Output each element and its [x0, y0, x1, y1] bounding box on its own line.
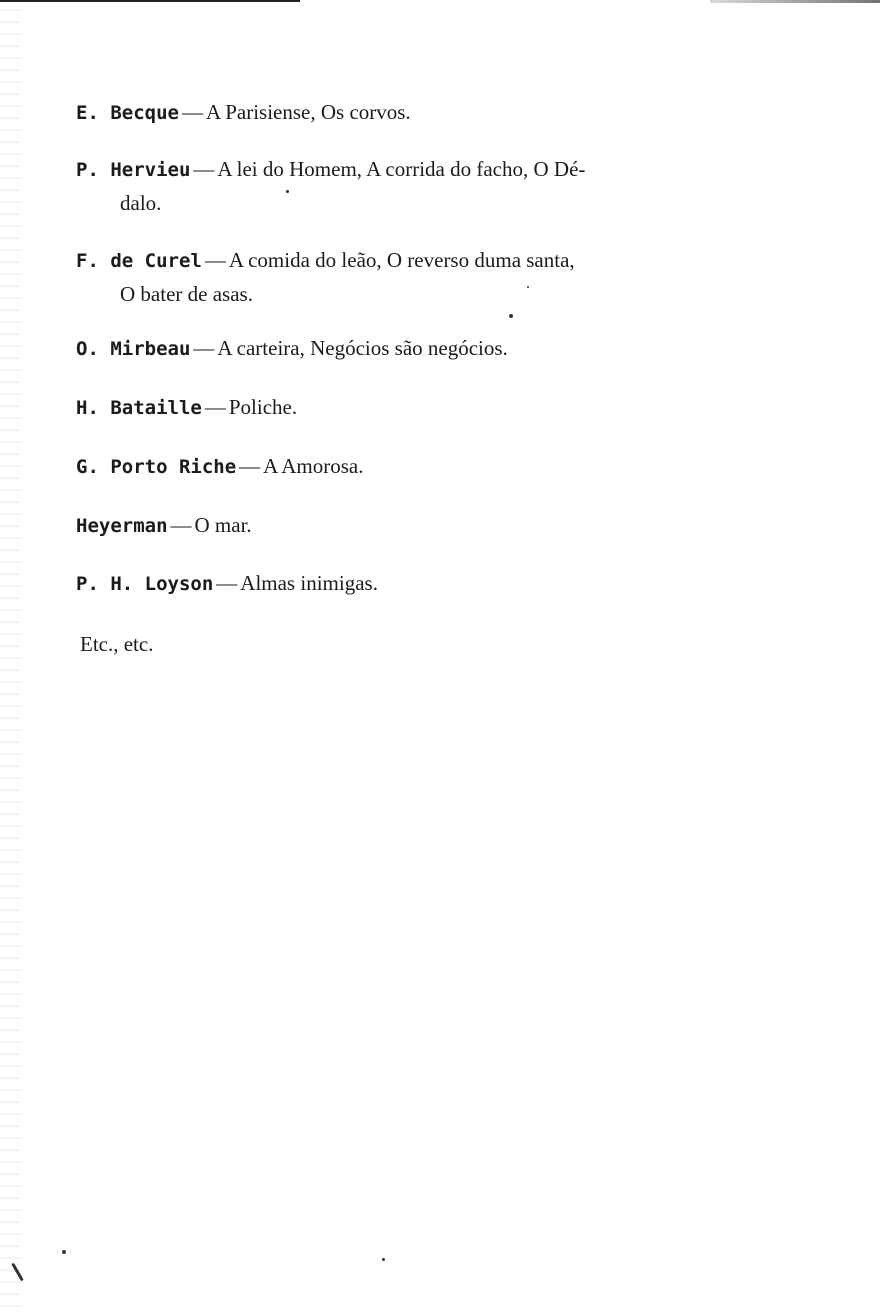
entry-separator: —	[204, 395, 226, 419]
entry-works: A Parisiense, Os corvos.	[205, 100, 411, 124]
scan-speck	[382, 1258, 385, 1261]
closing-etc: Etc., etc.	[80, 632, 154, 656]
entry-heyerman	[76, 509, 252, 543]
entry-becque	[76, 96, 411, 130]
entry-works: Almas inimigas.	[240, 571, 378, 595]
entry-works: Poliche.	[228, 395, 298, 419]
entry-separator: —	[239, 454, 261, 478]
entry-separator: —	[193, 157, 215, 181]
entry-separator: —	[216, 571, 238, 595]
entry-author: O. Mirbeau	[76, 338, 191, 360]
entry-separator: —	[181, 100, 203, 124]
left-margin-specks	[0, 0, 22, 1312]
entry-works: A carteira, Negócios são negócios.	[217, 336, 508, 360]
entry-works: A comida do leão, O reverso duma santa,	[228, 248, 575, 272]
entry-works: A Amorosa.	[263, 454, 364, 478]
top-border-smudge	[710, 0, 880, 3]
entry-loyson	[76, 567, 378, 601]
entry-author: F. de Curel	[76, 250, 202, 272]
top-border-line	[0, 0, 300, 2]
entry-author: E. Becque	[76, 102, 179, 124]
entry-works-continuation: O bater de asas.	[120, 282, 253, 306]
entry-author: P. H. Loyson	[76, 573, 214, 595]
entry-separator: —	[204, 248, 226, 272]
scan-speck	[286, 190, 289, 193]
entry-curel	[76, 244, 575, 311]
entry-works: A lei do Homem, A corrida do facho, O Dé-	[217, 157, 586, 181]
scan-speck	[62, 1250, 66, 1254]
scan-speck	[527, 286, 529, 288]
entry-bataille	[76, 391, 297, 425]
entry-author: Heyerman	[76, 515, 168, 537]
entry-works: O mar.	[194, 513, 252, 537]
entry-separator: —	[170, 513, 192, 537]
entry-works-continuation: dalo.	[120, 191, 162, 215]
entry-separator: —	[193, 336, 215, 360]
entry-porto-riche	[76, 450, 364, 484]
entry-author: P. Hervieu	[76, 159, 191, 181]
entry-author: H. Bataille	[76, 397, 202, 419]
scan-speck	[509, 314, 513, 318]
entry-hervieu	[76, 153, 585, 220]
entry-author: G. Porto Riche	[76, 456, 237, 478]
entry-mirbeau	[76, 332, 508, 366]
